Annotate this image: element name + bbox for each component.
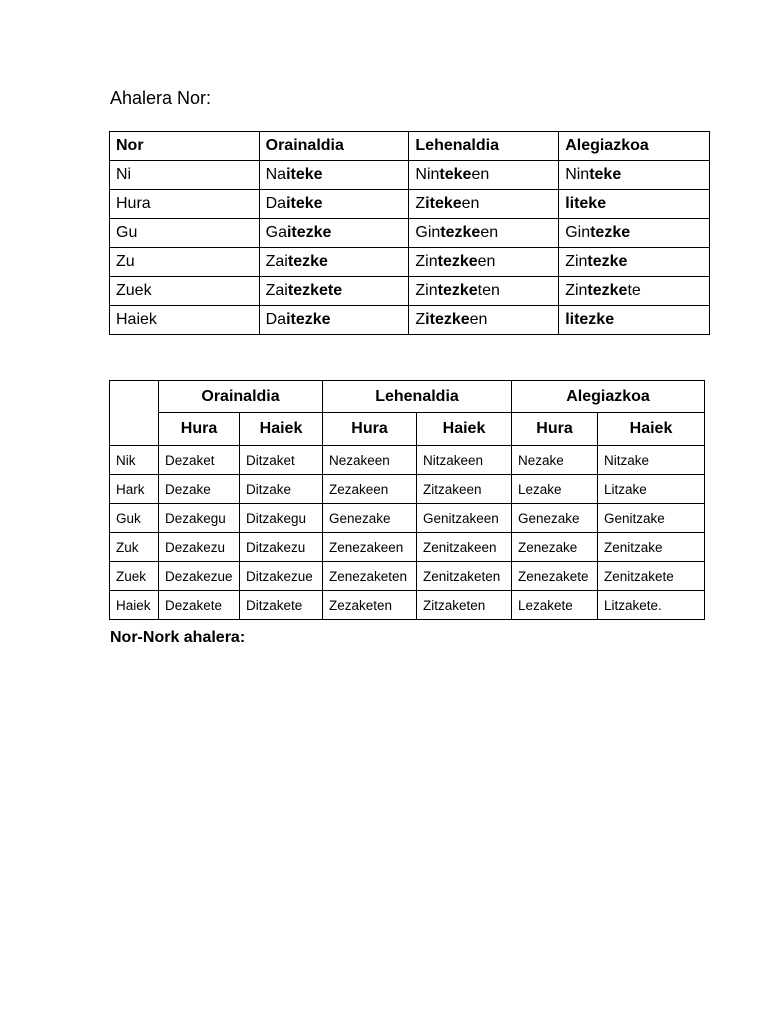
table-row	[110, 248, 710, 277]
table-cell: Genitzakeen	[417, 504, 512, 533]
table-cell: Dezakegu	[159, 504, 240, 533]
table-cell	[559, 306, 710, 335]
cell-bold-text: tezkete	[287, 282, 343, 299]
cell-text: Da	[265, 195, 287, 212]
table-cell: Ditzakete	[240, 591, 323, 620]
table-cell	[259, 277, 409, 306]
subheader-cell: Hura	[159, 413, 240, 446]
table-cell	[559, 248, 710, 277]
table-cell	[110, 219, 260, 248]
table-row	[110, 446, 705, 475]
section-title: Nor-Nork ahalera:	[110, 629, 246, 646]
table-cell	[559, 190, 710, 219]
cell-bold-text: tezke	[440, 224, 481, 241]
table-row	[110, 475, 705, 504]
cell-text: te	[627, 282, 641, 299]
table-cell: Zenitzake	[598, 533, 705, 562]
table-cell	[409, 248, 559, 277]
table-group-header-row	[110, 381, 705, 413]
page-title: Ahalera Nor:	[110, 88, 212, 108]
table-subheader-row	[110, 413, 705, 446]
table-cell	[259, 306, 409, 335]
cell-text: ten	[477, 282, 500, 299]
cell-bold-text: itezke	[286, 311, 331, 328]
header-cell: Alegiazkoa	[559, 132, 710, 161]
table-cell: Lezake	[512, 475, 598, 504]
table-cell: Ditzakezu	[240, 533, 323, 562]
table-cell	[110, 161, 260, 190]
table-cell: Zezakeen	[323, 475, 417, 504]
table-row	[110, 306, 710, 335]
table-cell: Zitzaketen	[417, 591, 512, 620]
table-cell	[259, 161, 409, 190]
subheader-cell: Haiek	[598, 413, 705, 446]
cell-bold-text: tezke	[590, 224, 631, 241]
table-cell: Zenitzaketen	[417, 562, 512, 591]
table-cell: Dezake	[159, 475, 240, 504]
cell-bold-text: iteke	[425, 195, 462, 212]
table-cell: Zezaketen	[323, 591, 417, 620]
cell-bold-text: tezke	[587, 253, 628, 270]
cell-text: Na	[265, 166, 287, 183]
cell-text: Zu	[116, 253, 135, 270]
table-cell	[409, 161, 559, 190]
nor-conjugation-table	[109, 131, 710, 335]
cell-text: Zai	[265, 253, 288, 270]
table-cell: Zenitzakeen	[417, 533, 512, 562]
table-cell	[409, 219, 559, 248]
table-cell: Ditzaket	[240, 446, 323, 475]
table-row	[110, 219, 710, 248]
subheader-cell: Hura	[323, 413, 417, 446]
table-cell: Zenezakete	[512, 562, 598, 591]
header-cell: Lehenaldia	[409, 132, 559, 161]
cell-text: Ga	[265, 224, 287, 241]
table-cell: Haiek	[110, 591, 159, 620]
empty-corner-cell	[110, 381, 159, 446]
table-row	[110, 562, 705, 591]
table-cell: Litzakete.	[598, 591, 705, 620]
table-cell: Nezake	[512, 446, 598, 475]
table-cell: Genezake	[323, 504, 417, 533]
cell-bold-text: itezke	[286, 224, 332, 241]
table-row	[110, 591, 705, 620]
table-cell	[559, 161, 710, 190]
table-cell: Nitzakeen	[417, 446, 512, 475]
table-row	[110, 277, 710, 306]
cell-bold-text: tezke	[287, 253, 328, 270]
table-cell: Dezaket	[159, 446, 240, 475]
cell-text: Z	[415, 311, 426, 328]
table-row	[110, 161, 710, 190]
header-cell: Nor	[110, 132, 260, 161]
table-cell: Genitzake	[598, 504, 705, 533]
table-cell: Nezakeen	[323, 446, 417, 475]
table-cell	[259, 248, 409, 277]
cell-text: en	[469, 311, 488, 328]
header-cell: Orainaldia	[259, 132, 409, 161]
cell-text: Zin	[415, 253, 438, 270]
table-cell	[259, 190, 409, 219]
table-cell	[559, 277, 710, 306]
table-cell	[259, 219, 409, 248]
cell-bold-text: teke	[589, 166, 622, 183]
cell-bold-text: itezke	[425, 311, 470, 328]
cell-bold-text: litezke	[565, 311, 615, 328]
table-cell: Zenezake	[512, 533, 598, 562]
table-cell	[110, 190, 260, 219]
cell-text: en	[461, 195, 480, 212]
table-cell	[110, 277, 260, 306]
table-cell: Genezake	[512, 504, 598, 533]
cell-bold-text: teke	[439, 166, 472, 183]
cell-text: Zai	[265, 282, 288, 299]
cell-text: Hura	[116, 195, 151, 212]
subheader-cell: Haiek	[240, 413, 323, 446]
cell-text: Z	[415, 195, 426, 212]
table-cell	[409, 190, 559, 219]
subheader-cell: Haiek	[417, 413, 512, 446]
table-cell: Guk	[110, 504, 159, 533]
cell-text: en	[477, 253, 496, 270]
table-cell: Zuek	[110, 562, 159, 591]
table-cell	[409, 277, 559, 306]
cell-bold-text: liteke	[565, 195, 607, 212]
cell-text: Gin	[415, 224, 441, 241]
subheader-cell: Hura	[512, 413, 598, 446]
cell-text: Zin	[415, 282, 438, 299]
nor-nork-conjugation-table	[109, 380, 705, 620]
cell-bold-text: tezke	[437, 282, 478, 299]
table-cell: Zenezaketen	[323, 562, 417, 591]
table-cell: Lezakete	[512, 591, 598, 620]
table-row	[110, 504, 705, 533]
cell-text: Da	[265, 311, 287, 328]
cell-text: Nin	[565, 166, 590, 183]
group-header-cell: Orainaldia	[159, 381, 323, 413]
cell-text: Zuek	[116, 282, 152, 299]
cell-bold-text: iteke	[286, 166, 323, 183]
group-header-cell: Alegiazkoa	[512, 381, 705, 413]
table-cell: Zenezakeen	[323, 533, 417, 562]
table-cell: Litzake	[598, 475, 705, 504]
table-cell: Zenitzakete	[598, 562, 705, 591]
group-header-cell: Lehenaldia	[323, 381, 512, 413]
cell-text: Haiek	[116, 311, 157, 328]
cell-text: Zin	[565, 282, 588, 299]
table-cell: Dezakezue	[159, 562, 240, 591]
table-cell: Dezakete	[159, 591, 240, 620]
table-cell	[110, 306, 260, 335]
cell-text: Gu	[116, 224, 138, 241]
cell-text: en	[471, 166, 490, 183]
cell-bold-text: tezke	[587, 282, 628, 299]
table-cell	[409, 306, 559, 335]
table-cell: Dezakezu	[159, 533, 240, 562]
table-cell: Zitzakeen	[417, 475, 512, 504]
cell-bold-text: tezke	[437, 253, 478, 270]
table-row	[110, 533, 705, 562]
table-cell: Nitzake	[598, 446, 705, 475]
table-cell: Zuk	[110, 533, 159, 562]
table-header-row	[110, 132, 710, 161]
table-cell	[559, 219, 710, 248]
cell-bold-text: iteke	[286, 195, 323, 212]
cell-text: Nin	[415, 166, 440, 183]
table-cell	[110, 248, 260, 277]
table-row	[110, 190, 710, 219]
table-cell: Nik	[110, 446, 159, 475]
cell-text: Ni	[116, 166, 132, 183]
cell-text: Zin	[565, 253, 588, 270]
cell-text: Gin	[565, 224, 591, 241]
table-cell: Ditzake	[240, 475, 323, 504]
cell-text: en	[480, 224, 499, 241]
table-cell: Ditzakegu	[240, 504, 323, 533]
table-cell: Hark	[110, 475, 159, 504]
table-cell: Ditzakezue	[240, 562, 323, 591]
